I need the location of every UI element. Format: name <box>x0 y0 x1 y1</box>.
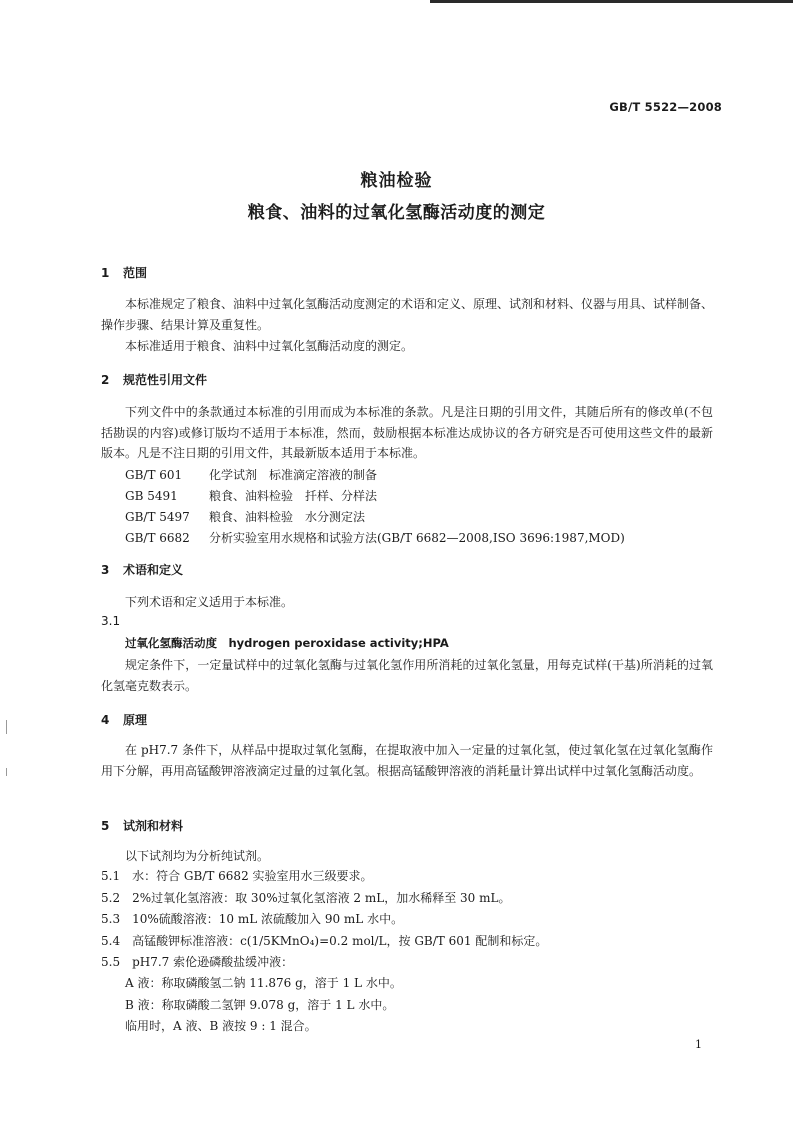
sub-item: A 液：称取磷酸氢二钠 11.876 g，溶于 1 L 水中。 <box>125 976 402 990</box>
section-heading: 3 术语和定义 <box>101 563 184 577</box>
section-heading: 4 原理 <box>101 713 148 727</box>
sub-item: 临用时，A 液、B 液按 9 : 1 混合。 <box>125 1019 317 1033</box>
section-heading: 1 范围 <box>101 266 148 280</box>
list-item: 5.4 高锰酸钾标准溶液：c(1/5KMnO₄)=0.2 mol/L，按 GB/T 601 配制和标定。 <box>101 934 548 948</box>
paragraph: 在 pH7.7 条件下，从样品中提取过氧化氢酶，在提取液中加入一定量的过氧化氢，使过氧化氢在过氧化氢酶作用下分解，再用高锰酸钾溶液滴定过量的过氧化氢。根据高锰酸钾溶液的消耗量计算出试样中过氧化氢酶活动度。 <box>101 743 713 778</box>
reference-item: GB 5491 粮食、油料检验 扦样、分样法 <box>125 489 378 503</box>
reference-item: GB/T 6682 分析实验室用水规格和试验方法(GB/T 6682—2008,ISO 3696:1987,MOD) <box>125 531 625 545</box>
paragraph: 本标准规定了粮食、油料中过氧化氢酶活动度测定的术语和定义、原理、试剂和材料、仪器与用具、试样制备、操作步骤、结果计算及重复性。 <box>101 297 714 332</box>
standard-number: GB/T 5522—2008 <box>609 100 722 114</box>
paragraph: 以下试剂均为分析纯试剂。 <box>125 849 270 863</box>
scan-mark <box>6 720 7 734</box>
list-item: 5.1 水：符合 GB/T 6682 实验室用水三级要求。 <box>101 869 373 883</box>
page-number: 1 <box>695 1038 702 1051</box>
paragraph: 下列术语和定义适用于本标准。 <box>125 595 294 609</box>
definition: 规定条件下，一定量试样中的过氧化氢酶与过氧化氢作用所消耗的过氧化氢量，用每克试样(干基)所消耗的过氧化氢毫克数表示。 <box>101 658 713 693</box>
paragraph: 本标准适用于粮食、油料中过氧化氢酶活动度的测定。 <box>125 339 414 353</box>
paragraph: 下列文件中的条款通过本标准的引用而成为本标准的条款。凡是注日期的引用文件，其随后所有的修改单(不包括勘误的内容)或修订版均不适用于本标准，然而，鼓励根据本标准达成协议的各方研究是否可使用这些文件的最新版本。凡是不注日期的引用文件，其最新版本适用于本标准。 <box>101 405 713 460</box>
sub-item: B 液：称取磷酸二氢钾 9.078 g，溶于 1 L 水中。 <box>125 998 395 1012</box>
list-item: 5.3 10%硫酸溶液：10 mL 浓硫酸加入 90 mL 水中。 <box>101 912 404 926</box>
title-line-2: 粮食、油料的过氧化氢酶活动度的测定 <box>247 203 546 223</box>
title-line-1: 粮油检验 <box>360 171 433 191</box>
scan-mark <box>6 768 7 776</box>
top-rule <box>430 0 793 3</box>
list-item: 5.5 pH7.7 索伦逊磷酸盐缓冲液： <box>101 955 294 969</box>
section-heading: 5 试剂和材料 <box>101 819 184 833</box>
term-entry: 过氧化氢酶活动度 hydrogen peroxidase activity;HPA <box>125 636 449 650</box>
list-item: 5.2 2%过氧化氢溶液：取 30%过氧化氢溶液 2 mL，加水稀释至 30 mL。 <box>101 891 511 905</box>
subclause-number: 3.1 <box>101 614 121 628</box>
reference-item: GB/T 5497 粮食、油料检验 水分测定法 <box>125 510 366 524</box>
reference-item: GB/T 601 化学试剂 标准滴定溶液的制备 <box>125 468 378 482</box>
section-heading: 2 规范性引用文件 <box>101 373 208 387</box>
